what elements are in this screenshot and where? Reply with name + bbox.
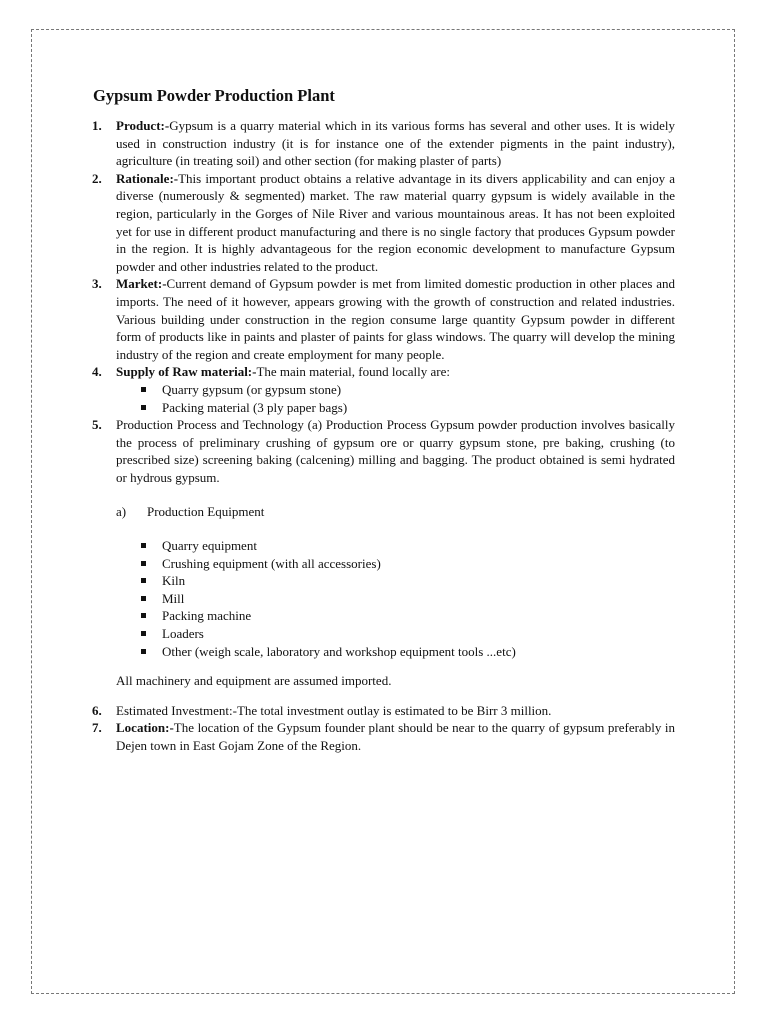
item-number: 2. — [92, 170, 102, 186]
item-number: 5. — [92, 417, 102, 433]
item-lead: Supply of Raw material:- — [116, 364, 257, 380]
numbered-list — [90, 117, 675, 755]
sub-heading-production-equipment — [116, 503, 675, 521]
item-lead: Rationale:- — [116, 170, 179, 186]
equipment-note: All machinery and equipment are assumed imported. — [116, 673, 392, 689]
raw-material-bullets — [116, 381, 675, 416]
list-item-rationale — [90, 170, 675, 276]
item-text: Estimated Investment:-The total investment outlay is estimated to be Birr 3 million. — [116, 702, 552, 718]
item-number: 6. — [92, 702, 102, 718]
item-number: 4. — [92, 364, 102, 380]
bullet-item: Crushing equipment (with all accessories) — [136, 555, 675, 573]
document-title: Gypsum Powder Production Plant — [93, 86, 335, 105]
item-lead: Location:- — [116, 720, 174, 736]
item-text: Current demand of Gypsum powder is met from limited domestic production in other places and imports. The need of it however, appears growing with the growth of construction and related industries. Various building under construction in the region consume large quantity Gypsum powder in different form of products like in paints and plaster of paints for glass windows. The quarry will develop the mining industry of the region and create employment for many people. — [116, 276, 675, 362]
list-item-product — [90, 117, 675, 170]
equipment-bullets — [116, 537, 675, 660]
bullet-item: Mill — [136, 590, 675, 608]
bullet-item: Quarry equipment — [136, 537, 675, 555]
item-lead: Market:- — [116, 276, 167, 292]
sub-heading-text: Production Equipment — [147, 504, 265, 520]
item-text: The main material, found locally are: — [256, 364, 450, 380]
list-item-market — [90, 275, 675, 363]
item-text: This important product obtains a relative advantage in its divers applicability and can enjoy a diverse (numerously & segmented) market. The raw material quarry gypsum is widely available in the region, particularly in the Gorges of Nile River and various mountainous areas. It has not been exploited yet for use in different product manufacturing and there is no single factory that produces Gypsum powder in the region. It is highly advantageous for the region economic development to manufacture Gypsum powder and other industries related to the product. — [116, 170, 675, 274]
bullet-item: Kiln — [136, 572, 675, 590]
item-text: Production Process and Technology (a) Production Process Gypsum powder production involves basically the process of preliminary crushing of gypsum ore or quarry gypsum stone, pre baking, crushing (to prescribed size) screening baking (calcening) milling and bagging. The product obtained is semi hydrated or hydrous gypsum. — [116, 417, 675, 485]
bullet-item: Packing material (3 ply paper bags) — [136, 399, 675, 417]
item-lead: Product:- — [116, 118, 170, 133]
list-item-raw-material — [90, 363, 675, 416]
bullet-item: Quarry gypsum (or gypsum stone) — [136, 381, 675, 399]
item-text: The location of the Gypsum founder plant should be near to the quarry of gypsum preferably in Dejen town in East Gojam Zone of the Region. — [116, 720, 675, 753]
item-number: 7. — [92, 720, 102, 736]
document-body — [90, 84, 675, 755]
sub-label: a) — [116, 504, 127, 520]
list-item-investment — [90, 702, 675, 720]
item-number: 1. — [92, 118, 102, 133]
bullet-item: Packing machine — [136, 607, 675, 625]
bullet-item: Other (weigh scale, laboratory and workshop equipment tools ...etc) — [136, 643, 675, 661]
item-text: Gypsum is a quarry material which in its various forms has several and other uses. It is widely used in construction industry (it is for instance one of the extender pigments in the paint industry), agriculture (in treating soil) and other section (for making plaster of parts) — [116, 118, 675, 169]
list-item-production-process — [90, 416, 675, 690]
item-number: 3. — [92, 276, 102, 292]
list-item-location — [90, 719, 675, 754]
bullet-item: Loaders — [136, 625, 675, 643]
